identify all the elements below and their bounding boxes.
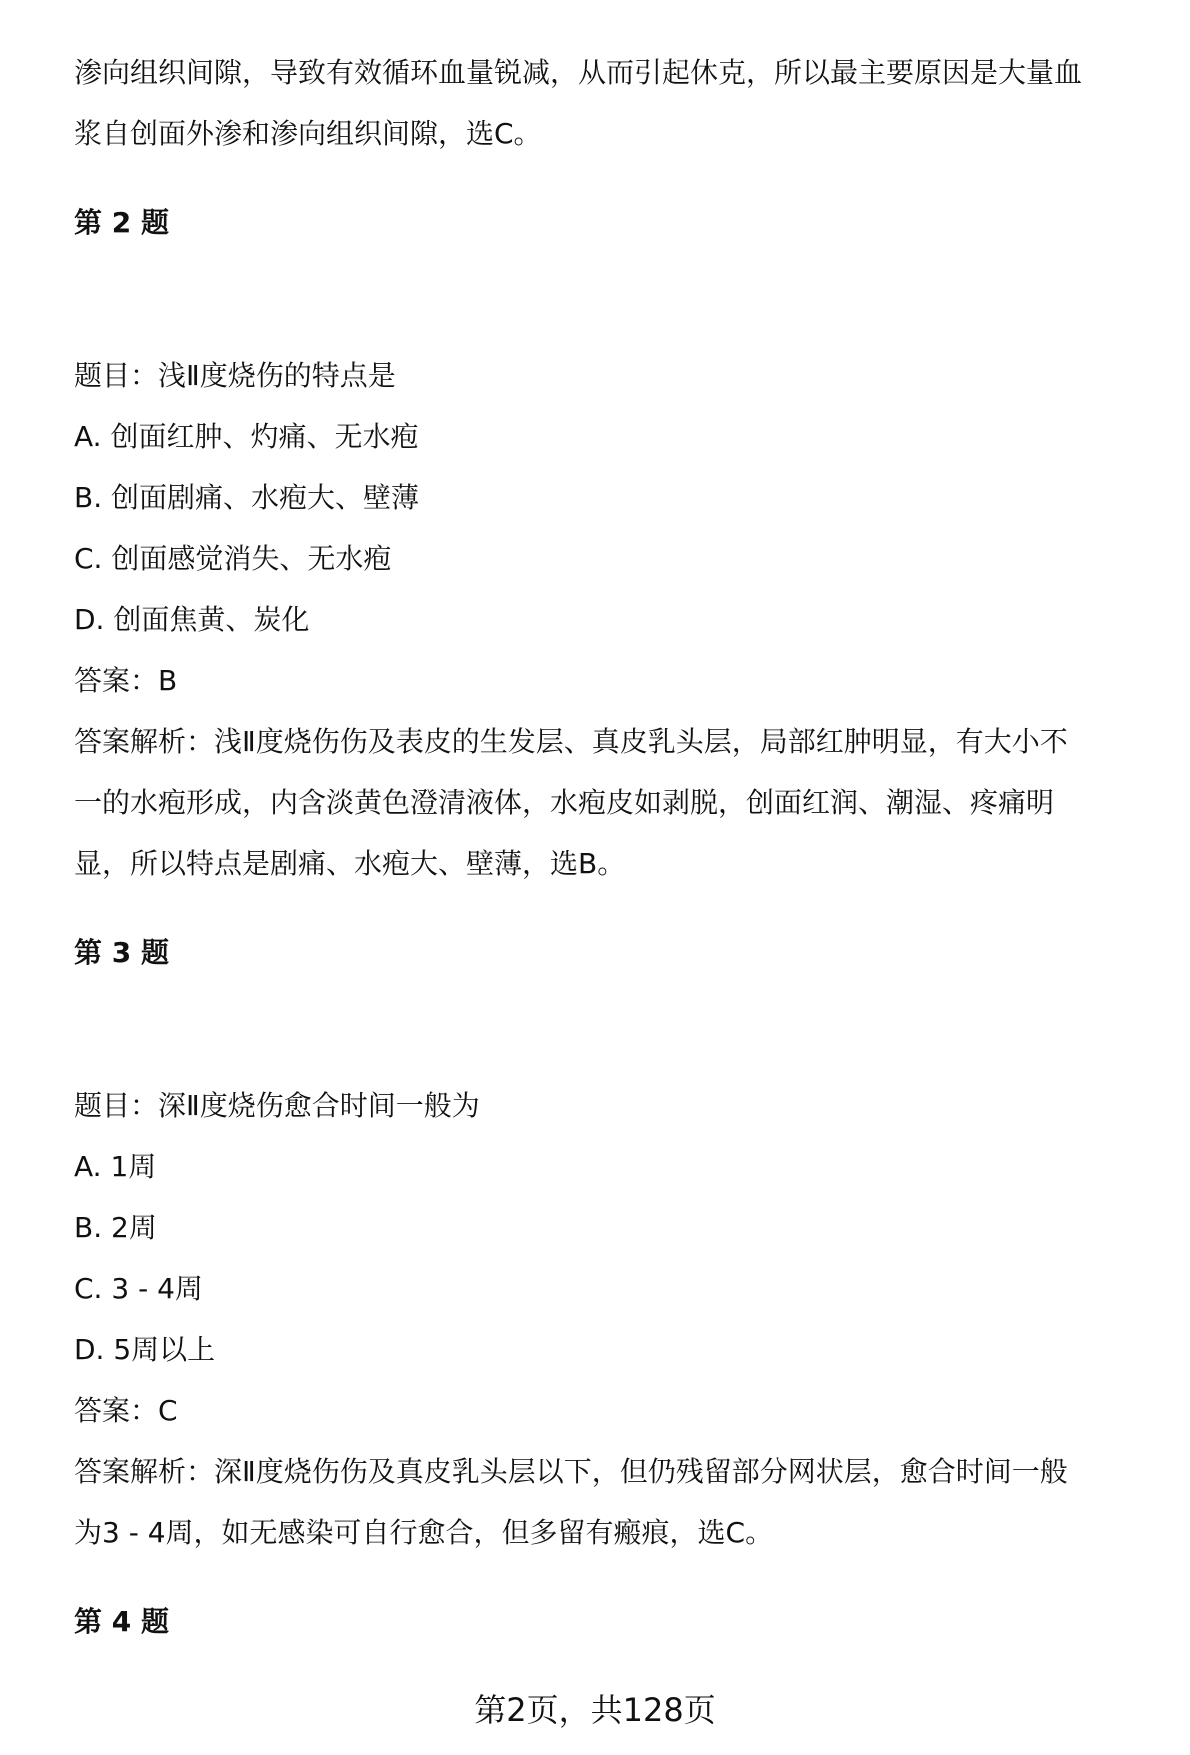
question-3-explanation-line: 为3 - 4周，如无感染可自行愈合，但多留有瘢痕，选C。 xyxy=(74,1516,774,1549)
intro-explanation-line: 渗向组织间隙，导致有效循环血量锐减，从而引起休克，所以最主要原因是大量血 xyxy=(74,56,1083,89)
question-3-option-a: A. 1周 xyxy=(74,1150,157,1183)
question-3-option-d: D. 5周以上 xyxy=(74,1333,216,1366)
question-2-option-b: B. 创面剧痛、水疱大、壁薄 xyxy=(74,481,420,514)
question-2-explanation-line: 答案解析：浅Ⅱ度烧伤伤及表皮的生发层、真皮乳头层，局部红肿明显，有大小不 xyxy=(74,725,1068,758)
question-3-option-b: B. 2周 xyxy=(74,1211,157,1244)
question-2-option-d: D. 创面焦黄、炭化 xyxy=(74,603,310,636)
question-2-explanation-line: 一的水疱形成，内含淡黄色澄清液体，水疱皮如剥脱，创面红润、潮湿、疼痛明 xyxy=(74,786,1055,819)
intro-explanation-line: 浆自创面外渗和渗向组织间隙，选C。 xyxy=(74,117,542,150)
question-3-explanation-line: 答案解析：深Ⅱ度烧伤伤及真皮乳头层以下，但仍残留部分网状层，愈合时间一般 xyxy=(74,1455,1068,1488)
document-page xyxy=(74,0,1174,1652)
question-3-heading: 第 3 题 xyxy=(74,936,169,969)
question-2-option-c: C. 创面感觉消失、无水疱 xyxy=(74,542,392,575)
question-2-answer: 答案：B xyxy=(74,664,178,697)
question-2-text: 题目：浅Ⅱ度烧伤的特点是 xyxy=(74,359,396,392)
question-4-heading: 第 4 题 xyxy=(74,1605,169,1638)
question-2-heading: 第 2 题 xyxy=(74,206,169,239)
question-3-option-c: C. 3 - 4周 xyxy=(74,1272,203,1305)
question-3-answer: 答案：C xyxy=(74,1394,178,1427)
question-2-option-a: A. 创面红肿、灼痛、无水疱 xyxy=(74,420,419,453)
question-2-explanation-line: 显，所以特点是剧痛、水疱大、壁薄，选B。 xyxy=(74,847,626,880)
question-3-text: 题目：深Ⅱ度烧伤愈合时间一般为 xyxy=(74,1089,480,1122)
page-footer: 第2页，共128页 xyxy=(474,1691,716,1729)
